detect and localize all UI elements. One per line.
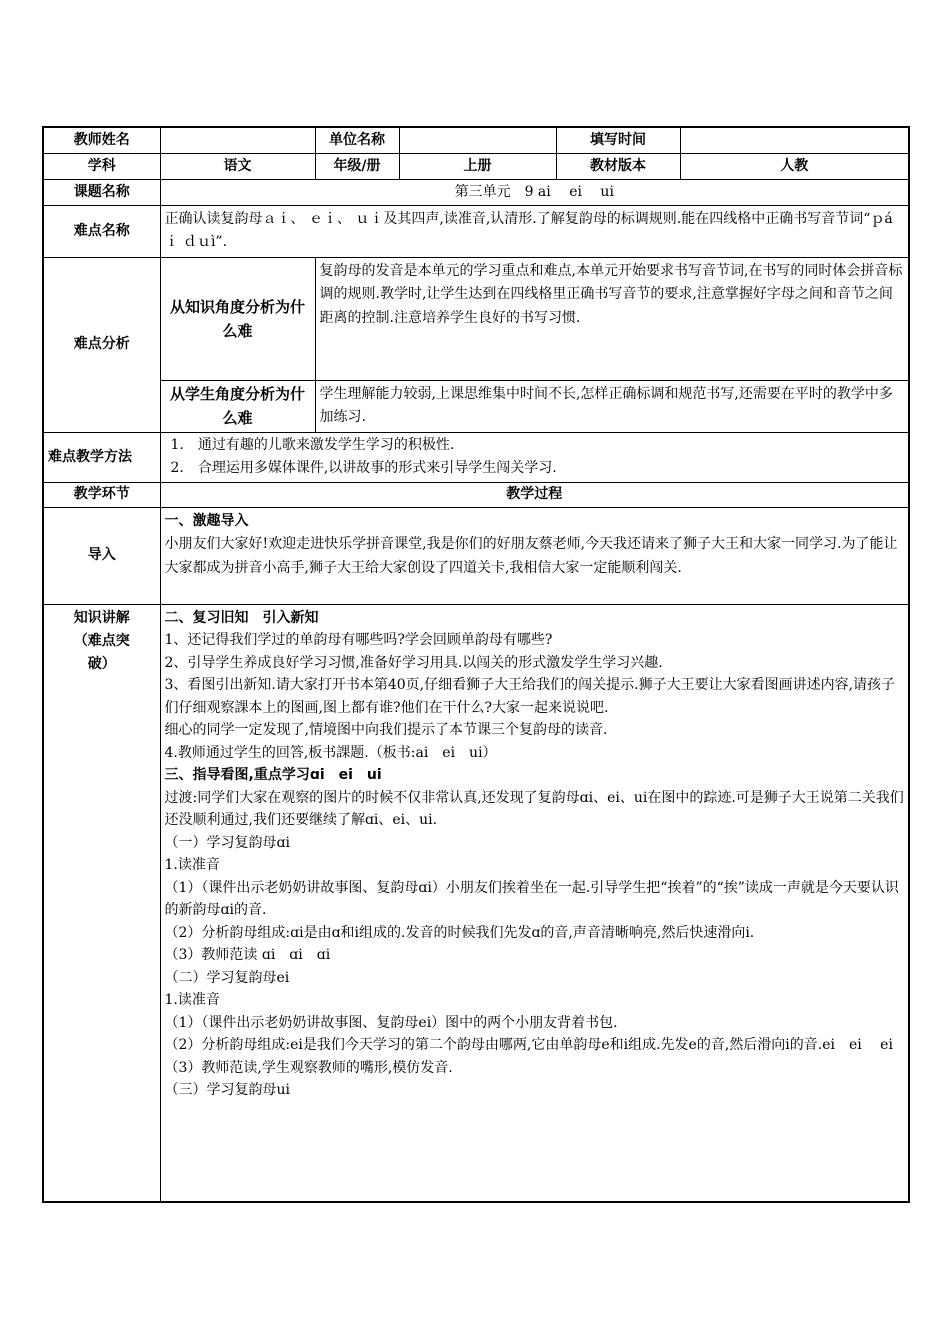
edition-value: 人教 (680, 153, 909, 179)
difficulty-knowledge-row (43, 257, 909, 380)
process-line: 细心的同学一定发现了,情境图中向我们提示了本节课三个复韵母的读音. (164, 722, 608, 738)
edition-label: 教材版本 (556, 153, 680, 179)
process-label: 教学过程 (160, 482, 909, 507)
process-line: 过渡:同学们大家在观察的图片的时候不仅非常认真,还发现了复韵母ɑi、ei、ui在图中的踪迹.可是狮子大王说第二关我们还没顺利通过,我们还要继续了解ɑi、ei、ui. (164, 789, 904, 828)
process-line: 2、引导学生养成良好学习习惯,准备好学习用具.以闯关的形式激发学生学习兴趣. (164, 654, 663, 671)
intro-label: 导入 (43, 507, 160, 604)
intro-row (43, 507, 909, 604)
process-line: （三）学习复韵母ui (164, 1082, 290, 1098)
knowledge-content (160, 604, 909, 1202)
method-item: 2. 合理运用多媒体课件,以讲故事的形式来引导学生闯关学习. (170, 460, 557, 476)
process-line: 1.读准音 (164, 857, 220, 873)
process-line: （一）学习复韵母ɑi (164, 834, 290, 851)
process-line: （1）（课件出示老奶奶讲故事图、复韵母ɑi）小朋友们挨着坐在一起.引导学生把“挨着”的“挨”读成一声就是今天要认识的新韵母ɑi的音. (164, 879, 899, 918)
unit-label: 单位名称 (315, 127, 399, 153)
topic-row (43, 179, 909, 205)
method-label: 难点教学方法 (43, 432, 160, 482)
difficulty-analysis-label: 难点分析 (43, 257, 160, 432)
teacher-name-label: 教师姓名 (43, 127, 160, 153)
knowledge-row (43, 604, 909, 1202)
process-line: 二、复习旧知 引入新知 (164, 609, 319, 626)
process-line: （2）分析韵母组成:ɑi是由ɑ和i组成的.发音的时候我们先发ɑ的音,声音清晰响亮,然后快速滑向i. (164, 924, 755, 941)
process-line: 3、看图引出新知.请大家打开书本第40页,仔细看狮子大王给我们的闯关提示.狮子大王要让大家看图画讲述内容,请孩子们仔细观察課本上的图画,图上都有谁?他们在干什么?大家一起来说说吧. (164, 677, 896, 716)
date-label: 填写时间 (556, 127, 680, 153)
knowledge-label-line: 破） (87, 655, 116, 672)
process-line: 1、还记得我们学过的单韵母有哪些吗?学会回顾单韵母有哪些? (164, 632, 553, 648)
process-line: （3）教师范读,学生观察教师的嘴形,模仿发音. (164, 1059, 453, 1076)
header-row-2 (43, 153, 909, 179)
subject-value: 语文 (160, 153, 315, 179)
subject-label: 学科 (43, 153, 160, 179)
knowledge-stage-label (43, 604, 160, 1202)
stage-label: 教学环节 (43, 482, 160, 507)
unit-value (399, 127, 556, 153)
date-value (680, 127, 909, 153)
method-list (160, 432, 909, 482)
difficulty-name-row (43, 205, 909, 257)
intro-heading: 一、激趣导入 (164, 512, 249, 529)
knowledge-label-line: 知识讲解 (73, 609, 130, 626)
process-header-row (43, 482, 909, 507)
intro-text: 小朋友们大家好!欢迎走进快乐学拼音课堂,我是你们的好朋友蔡老师,今天我还请来了狮子大王和大家一同学习.为了能让大家都成为拼音小高手,狮子大王给大家创设了四道关卡,我相信大家一定能顺利闯关. (164, 536, 898, 576)
method-row (43, 432, 909, 482)
topic-value: 第三单元 9 ai ei ui (160, 179, 909, 205)
process-line: （2）分析韵母组成:ei是我们今天学习的第二个韵母由哪两,它由单韵母e和i组成.先发e的音,然后滑向i的音.ei ei ei (164, 1037, 893, 1053)
method-item: 1. 通过有趣的儿歌来激发学生学习的积极性. (170, 436, 455, 453)
knowledge-label-line: （难点突 (73, 632, 130, 649)
topic-label: 课题名称 (43, 179, 160, 205)
process-line: （1）（课件出示老奶奶讲故事图、复韵母ei）图中的两个小朋友背着书包. (164, 1014, 618, 1031)
grade-value: 上册 (399, 153, 556, 179)
grade-label: 年级/册 (315, 153, 399, 179)
teacher-name-value (160, 127, 315, 153)
header-row-1 (43, 127, 909, 153)
knowledge-angle-text: 复韵母的发音是本单元的学习重点和难点,本单元开始要求书写音节词,在书写的同时体会拼音标调的规则.教学时,让学生达到在四线格里正确书写音节的要求,注意掌握好字母之间和音节之间距离的控制.注意培养学生良好的书写习惯. (315, 257, 909, 380)
student-angle-label: 从学生角度分析为什么难 (160, 380, 315, 432)
difficulty-name-text: 正确认读复韵母ａｉ、 ｅｉ、 ｕｉ及其四声,读准音,认清形.了解复韵母的标调规则.能在四线格中正确书写音节词“ｐáｉ ｄｕì”. (160, 205, 909, 257)
process-line: （3）教师范读 ɑi ɑi ɑi (164, 947, 331, 963)
process-line: 4.教师通过学生的回答,板书課题.（板书:ai ei ui） (164, 744, 497, 761)
difficulty-student-row (43, 380, 909, 432)
knowledge-angle-label: 从知识角度分析为什么难 (160, 257, 315, 380)
lesson-plan-page (42, 126, 908, 1203)
intro-cell (160, 507, 909, 604)
process-line: 1.读准音 (164, 992, 220, 1008)
process-line: （二）学习复韵母ei (164, 969, 290, 986)
process-line: 三、指导看图,重点学习ɑi ei ui (164, 767, 382, 783)
difficulty-name-label: 难点名称 (43, 205, 160, 257)
student-angle-text: 学生理解能力较弱,上课思维集中时间不长,怎样正确标调和规范书写,还需要在平时的教学中多加练习. (315, 380, 909, 432)
lesson-plan-table (42, 126, 910, 1203)
